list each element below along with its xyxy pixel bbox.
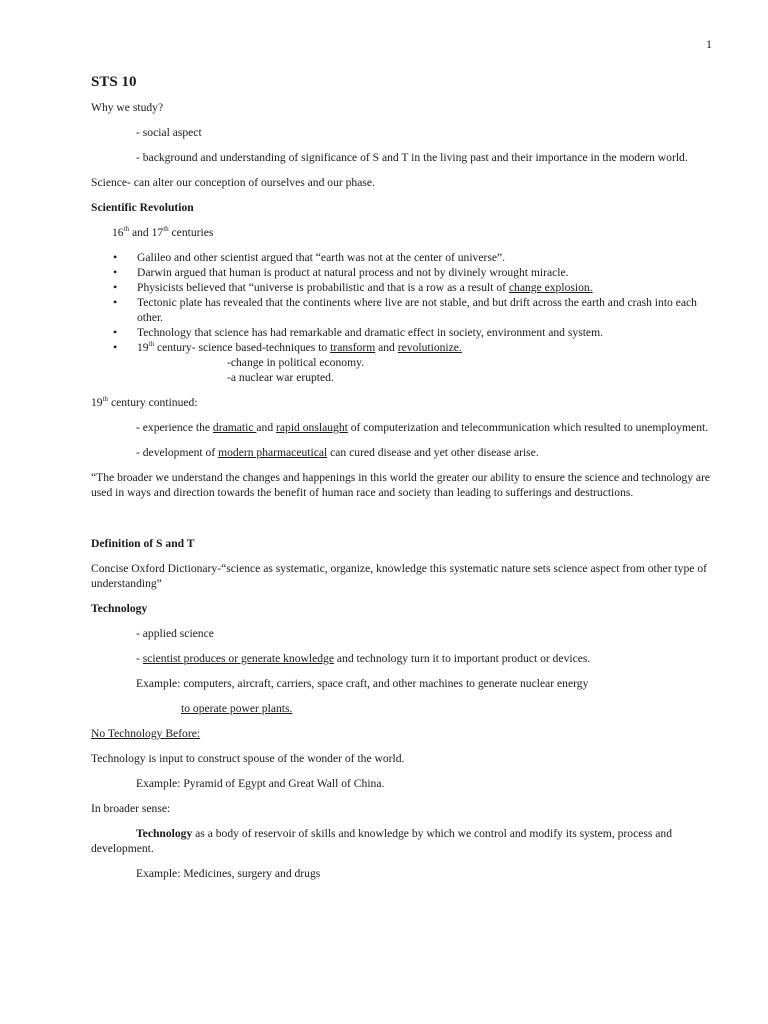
page-number: 1 [706, 37, 712, 51]
list-item: • Darwin argued that human is product at natural process and not by divinely wrought miracle. [113, 265, 569, 279]
document-body [91, 72, 713, 891]
why-study-question: Why we study? [91, 101, 164, 114]
list-item: • Technology that science has had remarkable and dramatic effect in society, environment and system. [113, 325, 603, 339]
scientific-revolution-heading: Scientific Revolution [91, 201, 194, 214]
no-technology-text: Technology is input to construct spouse of the wonder of the world. [91, 752, 405, 765]
technology-example-1: Example: computers, aircraft, carriers, space craft, and other machines to generate nuclear energy [136, 677, 589, 690]
broader-sense-heading: In broader sense: [91, 802, 171, 815]
technology-item-1: - applied science [136, 627, 214, 640]
list-item: • Galileo and other scientist argued that “earth was not at the center of universe”. [113, 250, 506, 264]
century-continued-heading: 19th century continued: [91, 395, 198, 409]
bullet-icon: • [113, 280, 118, 294]
technology-heading: Technology [91, 602, 148, 615]
definition-heading: Definition of S and T [91, 537, 195, 550]
no-technology-heading: No Technology Before: [91, 727, 201, 740]
list-item: • Physicists believed that “universe is probabilistic and that is a row as a result of change explosion. [113, 280, 593, 294]
sub-item: -a nuclear war erupted. [227, 371, 334, 384]
bullet-icon: • [113, 265, 118, 279]
bullet-icon: • [113, 250, 118, 264]
technology-item-2: - scientist produces or generate knowledge and technology turn it to important product or devices. [136, 652, 591, 665]
scientific-revolution-list [91, 250, 713, 385]
why-study-item-2: - background and understanding of significance of S and T in the living past and their importance in the modern world. [136, 151, 688, 164]
list-item: • Tectonic plate has revealed that the continents where live are not stable, and but drift across the earth and crash into each other. [113, 295, 697, 324]
science-definition: Science- can alter our conception of ourselves and our phase. [91, 176, 375, 189]
bullet-icon: • [113, 340, 118, 354]
sub-item: -change in political economy. [227, 356, 365, 369]
broader-sense-text: Technology as a body of reservoir of skills and knowledge by which we control and modify its system, process and development. [91, 827, 673, 855]
bullet-icon: • [113, 325, 118, 339]
document-title: STS 10 [91, 74, 137, 90]
technology-example-1-cont: to operate power plants. [181, 702, 293, 715]
why-study-item-1: - social aspect [136, 126, 202, 139]
bullet-icon: • [113, 295, 118, 309]
centuries-line: 16th and 17th centuries [112, 225, 214, 239]
broader-sense-example: Example: Medicines, surgery and drugs [136, 867, 321, 880]
century-continued-item-2: - development of modern pharmaceutical can cured disease and yet other disease arise. [136, 446, 539, 459]
no-technology-example: Example: Pyramid of Egypt and Great Wall of China. [136, 777, 385, 790]
century-continued-item-1: - experience the dramatic and rapid onslaught of computerization and telecommunication which resulted to unemployment. [136, 421, 709, 434]
broader-quote: “The broader we understand the changes and happenings in this world the greater our ability to ensure the science and technology are used in ways and direction towards the benefit of human race and society than leading to sufferings and destructions. [91, 471, 711, 499]
spacer [91, 510, 713, 536]
list-item: • 19th century- science based-techniques to transform and revolutionize. -change in political economy. -a nuclear war erupted. [91, 340, 713, 385]
definition-text: Concise Oxford Dictionary-“science as systematic, organize, knowledge this systematic nature sets science aspect from other type of understanding” [91, 562, 707, 590]
